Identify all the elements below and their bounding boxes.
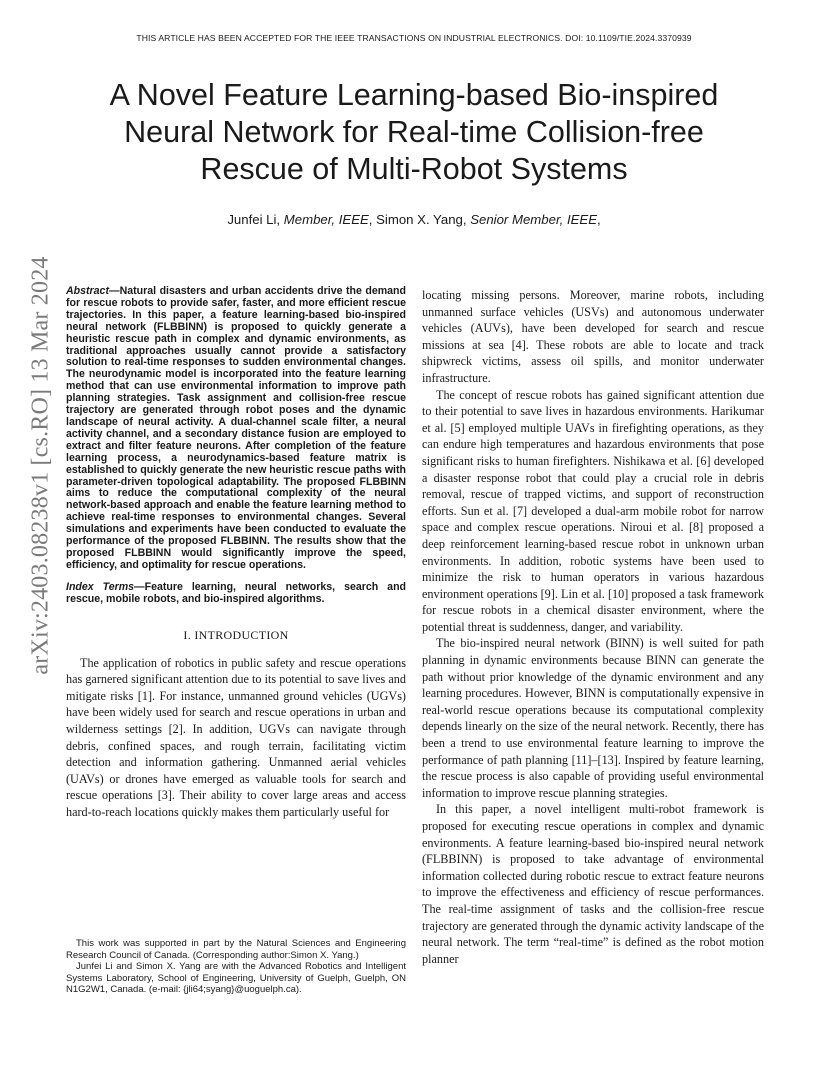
index-terms bbox=[66, 582, 406, 606]
left-column bbox=[66, 286, 406, 821]
abstract-label: Abstract bbox=[66, 285, 109, 297]
arxiv-stamp bbox=[21, 255, 61, 675]
footnote-funding: This work was supported in part by the Natural Sciences and Engineering Research Council of Canada. (Corresponding author:Simon X. Yang.) bbox=[66, 938, 406, 961]
right-column bbox=[422, 287, 764, 967]
author-line bbox=[0, 212, 828, 227]
journal-header: THIS ARTICLE HAS BEEN ACCEPTED FOR THE IEEE TRANSACTIONS ON INDUSTRIAL ELECTRONICS. DOI: 10.1109/TIE.2024.3370939 bbox=[136, 33, 692, 43]
right-paragraph-1: locating missing persons. Moreover, marine robots, including unmanned surface vehicles (USVs) and autonomous underwater vehicles (AUVs), have been developed for search and rescue missions at sea [4]. These robots are able to locate and track shipwreck victims, assess oil spills, and monitor underwater infrastructure. bbox=[422, 288, 764, 385]
author-role-2: Senior Member, IEEE bbox=[470, 212, 598, 227]
abstract bbox=[66, 286, 406, 572]
index-terms-text: —Feature learning, neural networks, search and rescue, mobile robots, and bio-inspired algorithms. bbox=[66, 580, 407, 605]
paper-title bbox=[40, 77, 788, 188]
section-heading-introduction: I. INTRODUCTION bbox=[183, 627, 289, 642]
abstract-text: —Natural disasters and urban accidents drive the demand for rescue robots to provide safer, faster, and more efficient rescue trajectories. In this paper, a feature learning-based bio-inspired neural network (FLBBINN) is proposed to quickly generate a heuristic rescue path in complex and dynamic environments, as traditional approaches usually cannot provide a satisfactory solution to real-time responses to sudden environmental changes. The neurodynamic model is incorporated into the feature learning method that can use environmental information to improve path planning strategies. Task assignment and collision-free rescue trajectory are generated through robot poses and the dynamic landscape of neural activity. A dual-channel scale filter, a neural activity channel, and a secondary distance fusion are employed to extract and filter feature neurons. After completion of the feature learning process, a neurodynamics-based feature matrix is established to quickly generate the new heuristic rescue paths with parameter-driven topological adaptability. The proposed FLBBINN aims to reduce the computational complexity of the neural network-based approach and enable the feature learning method to achieve real-time responses to environmental changes. Several simulations and experiments have been conducted to evaluate the performance of the proposed FLBBINN. The results show that the proposed FLBBINN would significantly improve the speed, efficiency, and optimality for rescue operations. bbox=[66, 285, 406, 571]
footnote bbox=[66, 938, 406, 996]
footnote-affiliation: Junfei Li and Simon X. Yang are with the Advanced Robotics and Intelligent Systems Laboratory, School of Engineering, University of Guelph, Guelph, ON N1G2W1, Canada. (e-mail: {jli64;syang}@uoguelph.ca). bbox=[66, 961, 406, 996]
author-end: , bbox=[597, 212, 601, 227]
index-terms-label: Index Terms bbox=[66, 580, 135, 593]
right-paragraph-4: In this paper, a novel intelligent multi-robot framework is proposed for executing rescue operations in complex and dynamic environments. A feature learning-based bio-inspired neural network (FLBBINN) is proposed to take advantage of environmental information collected during robotic rescue to extract feature neurons to improve the effectiveness and efficiency of rescue performances. The real-time assignment of tasks and the collision-free rescue trajectory are generated through the dynamic activity landscape of the neural network. The term “real-time” is defined as the robot motion planner bbox=[422, 802, 764, 966]
title-line-1: A Novel Feature Learning-based Bio-inspired bbox=[109, 78, 719, 112]
intro-paragraph-1: The application of robotics in public safety and rescue operations has garnered significant attention due to its potential to save lives and mitigate risks [1]. For instance, unmanned ground vehicles (UGVs) have been widely used for search and rescue operations in urban and wilderness settings [2]. In addition, UGVs can navigate through debris, confined spaces, and rough terrain, facilitating victim detection and information gathering. Unmanned aerial vehicles (UAVs) or drones have emerged as valuable tools for search and rescue operations [3]. Their ability to cover large areas and access hard-to-reach locations quickly makes them particularly useful for bbox=[66, 655, 406, 819]
author-separator: , Simon X. Yang, bbox=[368, 212, 471, 227]
title-line-2: Neural Network for Real-time Collision-free bbox=[124, 115, 704, 149]
title-line-3: Rescue of Multi-Robot Systems bbox=[200, 152, 628, 186]
arxiv-stamp-text: arXiv:2403.08238v1 [cs.RO] 13 Mar 2024 bbox=[27, 255, 54, 675]
author-role-1: Member, IEEE bbox=[283, 212, 369, 227]
right-paragraph-2: The concept of rescue robots has gained significant attention due to their potential to save lives in hazardous environments. Harikumar et al. [5] employed multiple UAVs in firefighting operations, as they can endure high temperatures and hazardous environments that pose significant risks to human firefighters. Nishikawa et al. [6] developed a disaster response robot that could play a crucial role in debris removal, rescue of trapped victims, and support of reconstruction efforts. Sun et al. [7] developed a dual-arm mobile robot for narrow space and complex rescue operations. Niroui et al. [8] proposed a deep reinforcement learning-based rescue robot in unknown urban environments. In addition, robotic systems have been used to minimize the risk to human operators in various hazardous environment operations [9]. Lin et al. [10] proposed a task framework for rescue robots in a chemical disaster environment, where the potential threat is suddenness, danger, and variability. bbox=[422, 387, 764, 634]
right-paragraph-3: The bio-inspired neural network (BINN) is well suited for path planning in dynamic environments because BINN can generate the path without prior knowledge of the dynamic environment and any learning procedures. However, BINN is computationally expensive in real-world rescue operations because its computational complexity depends linearly on the size of the neural network. Recently, there has been a trend to use environmental feature learning to improve the performance of path planning [11]–[13]. Inspired by feature learning, the rescue process is also capable of providing useful environmental information to improve rescue planning strategies. bbox=[422, 636, 764, 800]
author-name-1: Junfei Li, bbox=[227, 212, 284, 227]
